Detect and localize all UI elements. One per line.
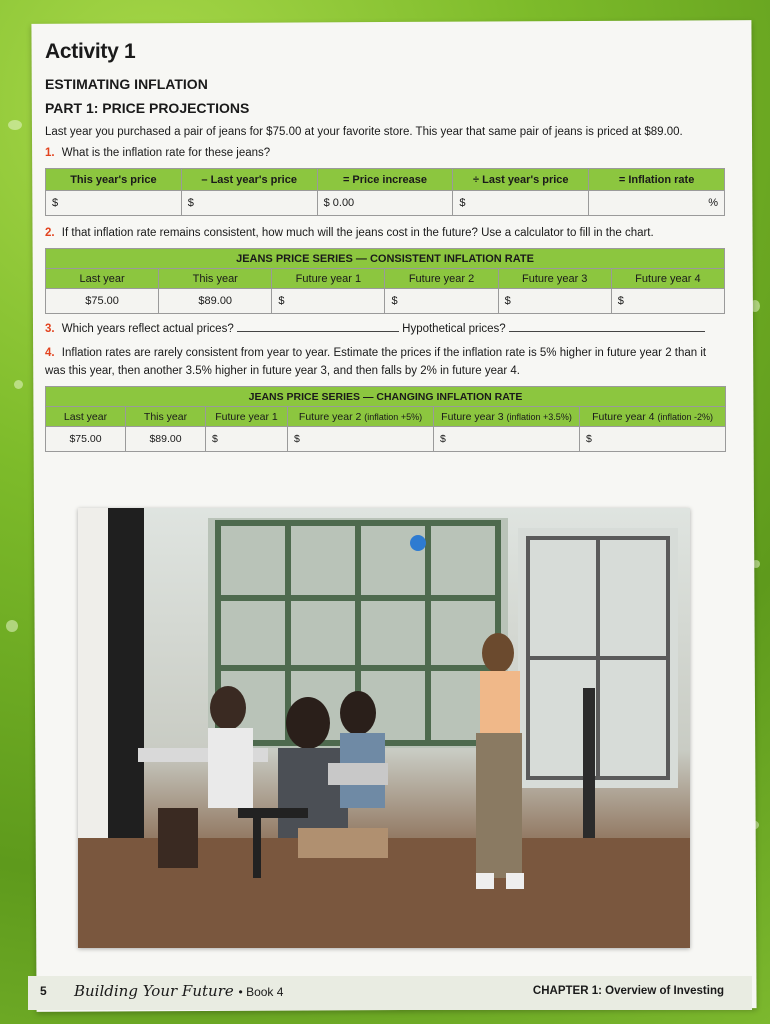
series-name: Building Your Future [74,982,234,1000]
col2-future-year-4: Future year 4 (inflation -2%) [580,407,726,427]
col2-future-year-3: Future year 3 (inflation +3.5%) [434,407,580,427]
book-label: • Book 4 [238,985,284,999]
col-divide-last-year: ÷ Last year's price [453,169,589,191]
consistent-rate-table [45,248,725,314]
question-3-number: 3. [45,323,55,335]
question-3-text-b: Hypothetical prices? [402,323,506,335]
cell2-future-year-2[interactable]: $ [288,427,434,452]
hypothetical-prices-blank[interactable] [509,331,705,332]
cell-future-year-3[interactable]: $ [498,289,611,314]
cell-last-year: $75.00 [46,289,159,314]
question-1-number: 1. [45,147,55,159]
cell-divide-last-year[interactable]: $ [453,191,589,216]
cell-future-year-2[interactable]: $ [385,289,498,314]
question-4-text: Inflation rates are rarely consistent from year to year. Estimate the prices if the inflation rate is 5% higher in future year 2 than it was this year, then another 3.5% higher in future year 3, and then falls by 2% in future year 4. [45,347,707,377]
chapter-label: CHAPTER 1: Overview of Investing [532,985,724,997]
activity-title: Activity 1 [45,40,136,63]
cell-future-year-1[interactable]: $ [272,289,385,314]
office-scene-illustration [78,508,690,948]
cell2-future-year-1[interactable]: $ [206,427,288,452]
col-future-year-4: Future year 4 [611,269,724,289]
cell2-future-year-4[interactable]: $ [580,427,726,452]
cell-this-year-price[interactable]: $ [46,191,182,216]
cell2-future-year-3[interactable]: $ [434,427,580,452]
part-heading: PART 1: PRICE PROJECTIONS [45,100,250,116]
worksheet-content [45,40,725,452]
question-3 [45,320,725,338]
question-2-number: 2. [45,227,55,239]
question-1-text: What is the inflation rate for these jeans? [61,147,271,159]
col2-last-year: Last year [46,407,126,427]
question-2-text: If that inflation rate remains consistent, how much will the jeans cost in the future? Use a calculator to fill in the chart. [61,227,654,239]
col-future-year-1: Future year 1 [272,269,385,289]
activity-subtitle: ESTIMATING INFLATION [45,76,208,92]
question-1 [45,144,725,162]
question-2 [45,224,725,242]
cell2-last-year: $75.00 [46,427,126,452]
office-photo [78,508,690,948]
cell-price-increase[interactable]: $ 0.00 [317,191,453,216]
col2-this-year: This year [126,407,206,427]
changing-table-title: JEANS PRICE SERIES — CHANGING INFLATION RATE [46,387,726,407]
col-this-year-price: This year's price [46,169,182,191]
col-price-increase: = Price increase [317,169,453,191]
col-future-year-3: Future year 3 [498,269,611,289]
col2-future-year-1: Future year 1 [206,407,288,427]
consistent-table-title: JEANS PRICE SERIES — CONSISTENT INFLATION RATE [46,249,725,269]
inflation-rate-table [45,168,725,216]
cell2-this-year: $89.00 [126,427,206,452]
col2-future-year-2: Future year 2 (inflation +5%) [288,407,434,427]
question-3-text-a: Which years reflect actual prices? [61,323,234,335]
col-inflation-rate: = Inflation rate [589,169,725,191]
col-this-year: This year [159,269,272,289]
actual-prices-blank[interactable] [237,331,399,332]
cell-this-year: $89.00 [159,289,272,314]
cell-inflation-rate[interactable]: % [589,191,725,216]
cell-last-year-price[interactable]: $ [181,191,317,216]
cell-future-year-4[interactable]: $ [611,289,724,314]
question-4-number: 4. [45,347,55,359]
col-future-year-2: Future year 2 [385,269,498,289]
question-4 [45,344,725,380]
series-title [74,982,283,1000]
intro-text: Last year you purchased a pair of jeans for $75.00 at your favorite store. This year that same pair of jeans is priced at $89.00. [45,126,683,138]
col-last-year: Last year [46,269,159,289]
changing-rate-table [45,386,726,452]
col-last-year-price: – Last year's price [181,169,317,191]
page-number: 5 [40,984,47,998]
